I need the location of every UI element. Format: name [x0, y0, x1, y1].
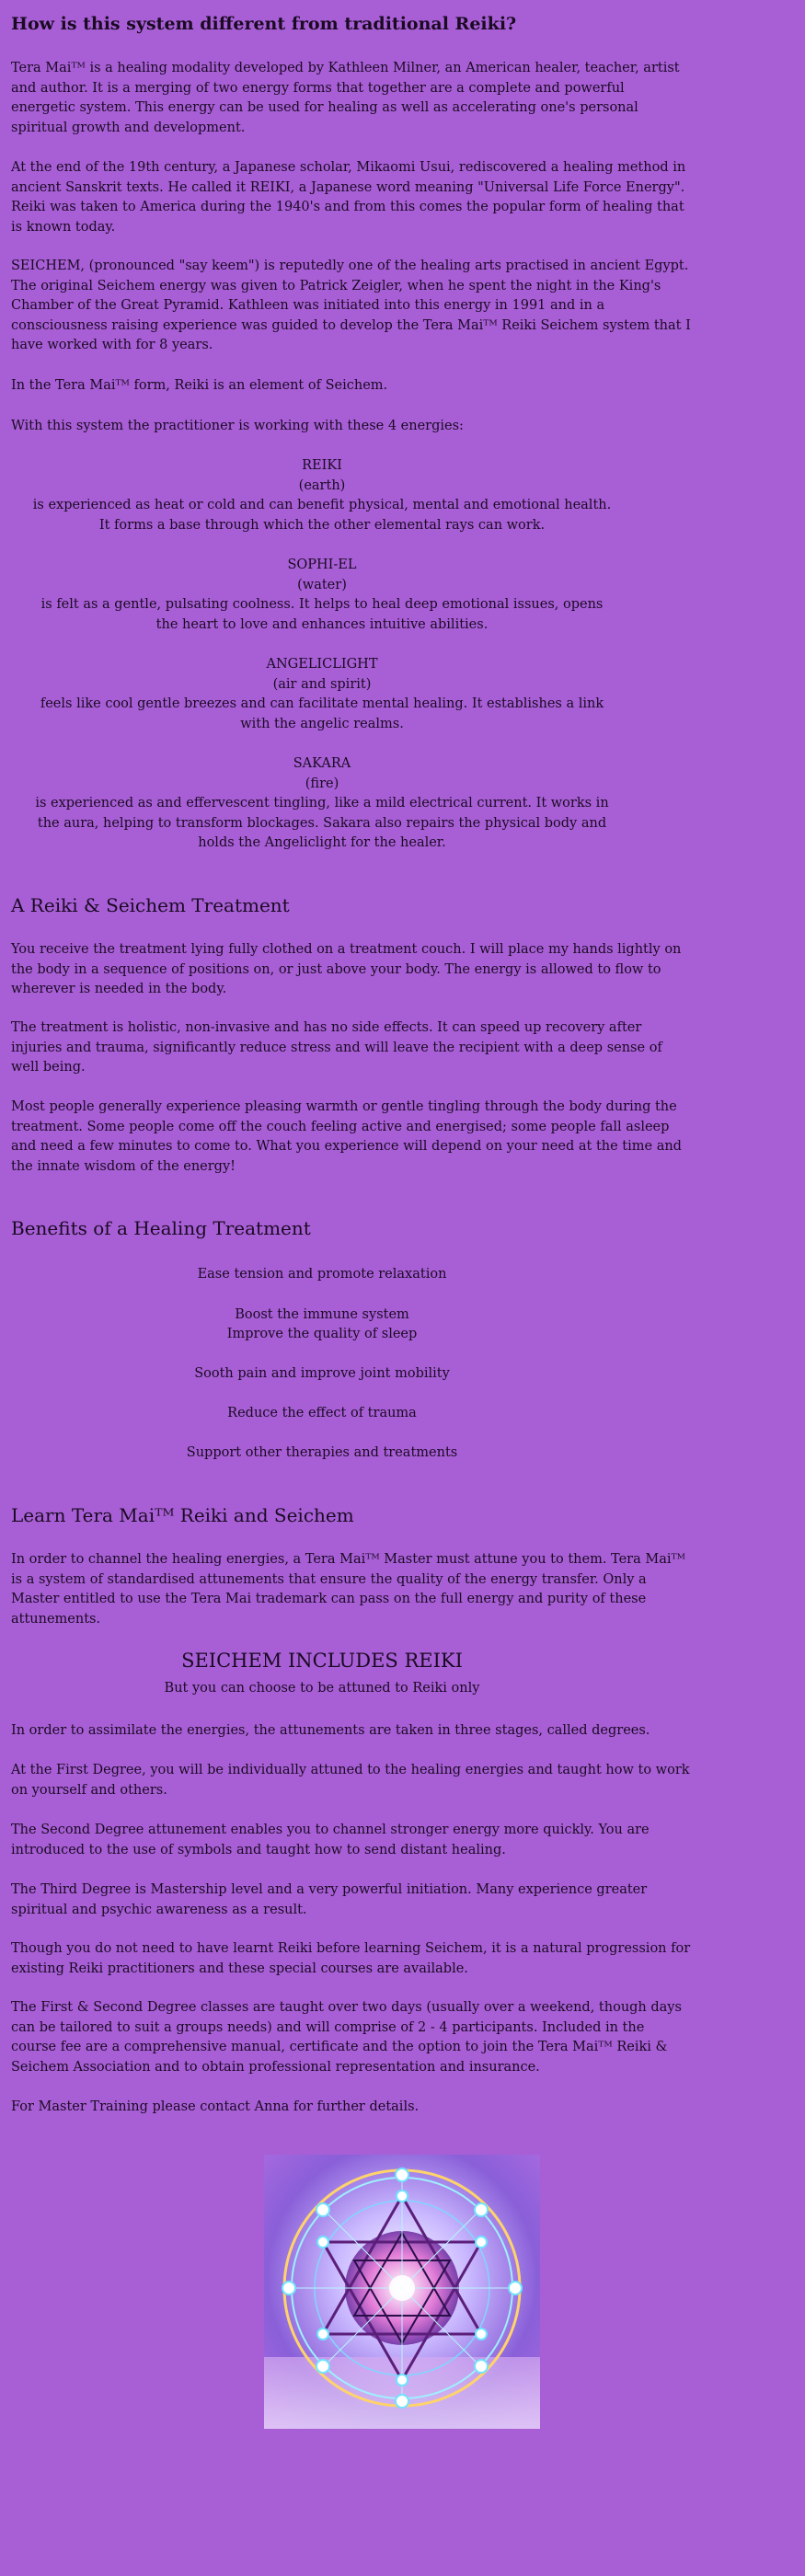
classes-paragraph: The First & Second Degree classes are taught over two days (usually over a weekend, though days can be tailored to suit a groups needs) and will comprise of 2 - 4 participants. Included in the course fee are a comprehensive manual, certificate and the option to join the Tera Maiᵀᴹ Reiki & Seichem Association and to obtain professional representation and insurance.	[11, 2000, 682, 2075]
energy-name: ANGELICLIGHT	[266, 657, 378, 672]
energy-desc: is experienced as and effervescent tingling, like a mild electrical current. It works in	[35, 796, 609, 811]
energy-desc: the heart to love and enhances intuitive abilities.	[155, 616, 489, 632]
benefits-heading: Benefits of a Healing Treatment	[11, 1217, 311, 1239]
benefit-item: Reduce the effect of trauma	[227, 1406, 417, 1420]
energy-sophi-el	[0, 556, 644, 635]
benefit-item: Support other therapies and treatments	[186, 1445, 458, 1460]
first-degree-paragraph: At the First Degree, you will be individually attuned to the healing energies and taught how to work on yourself and others.	[11, 1763, 690, 1798]
energy-name: SOPHI-EL	[287, 558, 357, 572]
reiki-history-paragraph: At the end of the 19th century, a Japanese scholar, Mikaomi Usui, rediscovered a healing method in ancient Sanskrit texts. He called it REIKI, a Japanese word meaning "Universal Life Force Energy". Reiki was taken to America during the 1940's and from this comes the popular form of healing that is known today.	[11, 160, 686, 235]
progression-paragraph: Though you do not need to have learnt Reiki before learning Seichem, it is a natural progression for existing Reiki practitioners and these special courses are available.	[11, 1941, 691, 1976]
energy-name: SAKARA	[293, 756, 351, 771]
energy-reiki	[0, 456, 644, 535]
energy-element: (air and spirit)	[272, 676, 372, 692]
energy-desc: It forms a base through which the other elemental rays can work.	[98, 517, 546, 533]
element-paragraph: In the Tera Maiᵀᴹ form, Reiki is an element of Seichem.	[11, 378, 388, 393]
master-training-paragraph: For Master Training please contact Anna for further details.	[11, 2099, 420, 2114]
energy-desc: is experienced as heat or cold and can benefit physical, mental and emotional health.	[32, 498, 612, 512]
benefit-item: Ease tension and promote relaxation	[197, 1267, 447, 1282]
seichem-history-paragraph: SEICHEM, (pronounced "say keem") is reputedly one of the healing arts practised in ancient Egypt. The original Seichem energy was given to Patrick Zeigler, when he spent the night in the King's Chamber of the Great Pyramid. Kathleen was initiated into this energy in 1991 and in a consciousness raising experience was guided to develop the Tera Maiᵀᴹ Reiki Seichem system that I have worked with for 8 years.	[11, 259, 691, 352]
energy-sakara	[0, 754, 644, 854]
treatment-paragraph-3: Most people generally experience pleasing warmth or gentle tingling through the body during the treatment. Some people come off the couch feeling active and energised; some people fall asleep and need a few minutes to come to. What you experience will depend on your need at the time and the innate wisdom of the energy!	[11, 1099, 682, 1174]
seichem-banner: SEICHEM INCLUDES REIKI	[181, 1650, 463, 1672]
learn-paragraph-1: In order to channel the healing energies, a Tera Maiᵀᴹ Master must attune you to them. Tera Maiᵀᴹ is a system of standardised attunements that ensure the quality of the energy transfer. Only a Master entitled to use the Tera Mai trademark can pass on the full energy and purity of these attunements.	[11, 1552, 685, 1627]
energies-intro: With this system the practitioner is working with these 4 energies:	[11, 419, 464, 433]
treatment-paragraph-1: You receive the treatment lying fully clothed on a treatment couch. I will place my hands lightly on the body in a sequence of positions on, or just above your body. The energy is allowed to flow to wherever is needed in the body.	[11, 942, 682, 996]
energy-element: (water)	[297, 577, 347, 592]
learn-heading: Learn Tera Maiᵀᴹ Reiki and Seichem	[11, 1504, 354, 1526]
energy-desc: holds the Angeliclight for the healer.	[198, 835, 446, 850]
benefit-item: Sooth pain and improve joint mobility	[194, 1366, 450, 1381]
mandala-graphic	[264, 2155, 540, 2429]
seichem-banner-sub: But you can choose to be attuned to Reiki only	[164, 1681, 480, 1696]
degrees-paragraph: In order to assimilate the energies, the attunements are taken in three stages, called degrees.	[11, 1723, 650, 1738]
energy-desc: is felt as a gentle, pulsating coolness. It helps to heal deep emotional issues, opens	[40, 597, 604, 612]
energy-desc: with the angelic realms.	[240, 716, 404, 731]
energy-desc: feels like cool gentle breezes and can facilitate mental healing. It establishes a link	[40, 696, 604, 711]
energy-angeliclight	[0, 655, 644, 734]
energy-element: (earth)	[298, 477, 346, 493]
intro-paragraph: Tera Maiᵀᴹ is a healing modality developed by Kathleen Milner, an American healer, teacher, artist and author. It is a merging of two energy forms that together are a complete and powerful energetic system. This energy can be used for healing as well as accelerating one's personal spiritual growth and development.	[11, 61, 680, 135]
sacred-geometry-image	[264, 2155, 540, 2429]
energy-element: (fire)	[305, 776, 339, 791]
second-degree-paragraph: The Second Degree attunement enables you to channel stronger energy more quickly. You are introduced to the use of symbols and taught how to send distant healing.	[11, 1823, 650, 1857]
energy-desc: the aura, helping to transform blockages. Sakara also repairs the physical body and	[37, 815, 607, 831]
benefit-item: Improve the quality of sleep	[226, 1327, 418, 1341]
third-degree-paragraph: The Third Degree is Mastership level and a very powerful initiation. Many experience greater spiritual and psychic awareness as a result.	[11, 1882, 648, 1917]
energy-name: REIKI	[302, 458, 342, 473]
treatment-paragraph-2: The treatment is holistic, non-invasive and has no side effects. It can speed up recovery after injuries and trauma, significantly reduce stress and will leave the recipient with a deep sense of well being.	[11, 1020, 662, 1075]
benefit-item: Boost the immune system	[235, 1307, 409, 1322]
page-title: How is this system different from traditional Reiki?	[11, 14, 517, 34]
treatment-heading: A Reiki & Seichem Treatment	[11, 894, 290, 916]
